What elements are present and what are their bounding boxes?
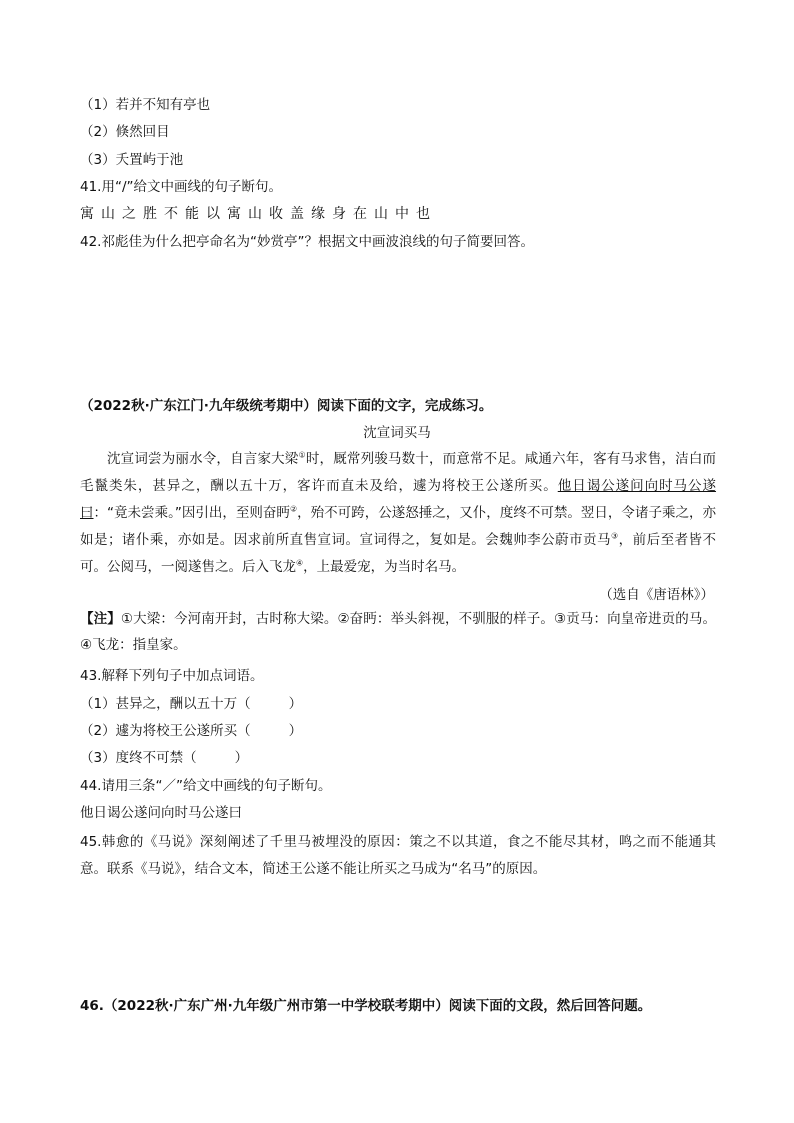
q43-item: （3）度终不可禁（ ） — [80, 750, 249, 766]
q41-sentence: 寓山之胜不能以寓山收盖缘身在山中也 — [80, 206, 437, 222]
passage-text: ，殆不可跨，公遂怒捶之，又仆，度终不可禁。翌日，令诸子乘之，亦如是；诸仆乘，亦如是。因求前所直售宣词。宣词得之，复如是。会魏帅李公蔚市贡马 — [80, 505, 717, 548]
q42-prompt: 42.祁彪佳为什么把亭命名为“妙赏亭”？根据文中画波浪线的句子简要回答。 — [80, 234, 534, 250]
q43-prompt: 43.解释下列句子中加点词语。 — [80, 668, 264, 684]
question-item: （2）倏然回目 — [80, 124, 170, 140]
footnote-marker: ① — [298, 450, 306, 460]
passage-text: 时，厩常列骏马数十，而意常不足。咸通六年，客有马求售，洁白而毛鬣类朱，甚异之，酬以五十万，客许而直未及给，遽为将校王公遂所买。 — [80, 451, 717, 494]
passage-text: ，上最爱宠，为当时名马。 — [303, 559, 466, 575]
footnote-marker: ② — [289, 504, 298, 514]
q41-prompt: 41.用“/”给文中画线的句子断句。 — [80, 179, 283, 195]
passage-body — [80, 446, 716, 581]
passage-text: ：“竟未尝乘。”因引出，至则奋眄 — [93, 505, 290, 521]
q43-item: （2）遽为将校王公遂所买（ ） — [80, 723, 303, 739]
q46-heading: 46.（2022秋·广东广州·九年级广州市第一中学校联考期中）阅读下面的文段，然后回答问题。 — [80, 998, 652, 1014]
question-item: （3）夭置屿于池 — [80, 152, 184, 168]
question-item: （1）若并不知有亭也 — [80, 97, 211, 113]
q44-prompt: 44.请用三条“／”给文中画线的句子断句。 — [80, 778, 332, 794]
passage-source: （选自《唐语林》） — [599, 587, 714, 603]
section-heading: （2022秋·广东江门·九年级统考期中）阅读下面的文字，完成练习。 — [80, 398, 493, 414]
footnote-marker: ③ — [611, 531, 619, 541]
underlined-sentence: 他日谒公遂问向时马公遂曰 — [80, 478, 717, 521]
passage-text: ，前后至者皆不可。公阅马，一阅遂售之。后入飞龙 — [80, 532, 717, 575]
q44-sentence: 他日谒公遂问向时马公遂曰 — [80, 805, 242, 821]
passage-text: 沈宣词尝为丽水令，自言家大梁 — [107, 451, 299, 467]
passage-title: 沈宣词买马 — [363, 425, 431, 441]
footnote-marker: ④ — [296, 558, 304, 568]
note-label: 【注】 — [80, 611, 121, 627]
q43-item: （1）甚异之，酬以五十万（ ） — [80, 696, 303, 712]
note-text: ①大梁：今河南开封，古时称大梁。②奋眄：举头斜视，不驯服的样子。③贡马：向皇帝进贡的马。④飞龙：指皇家。 — [80, 611, 716, 653]
notes — [80, 606, 716, 658]
q45-prompt: 45.韩愈的《马说》深刻阐述了千里马被埋没的原因：策之不以其道，食之不能尽其材，鸣之而不能通其意。联系《马说》，结合文本，简述王公遂不能让所买之马成为“名马”的原因。 — [80, 834, 716, 877]
